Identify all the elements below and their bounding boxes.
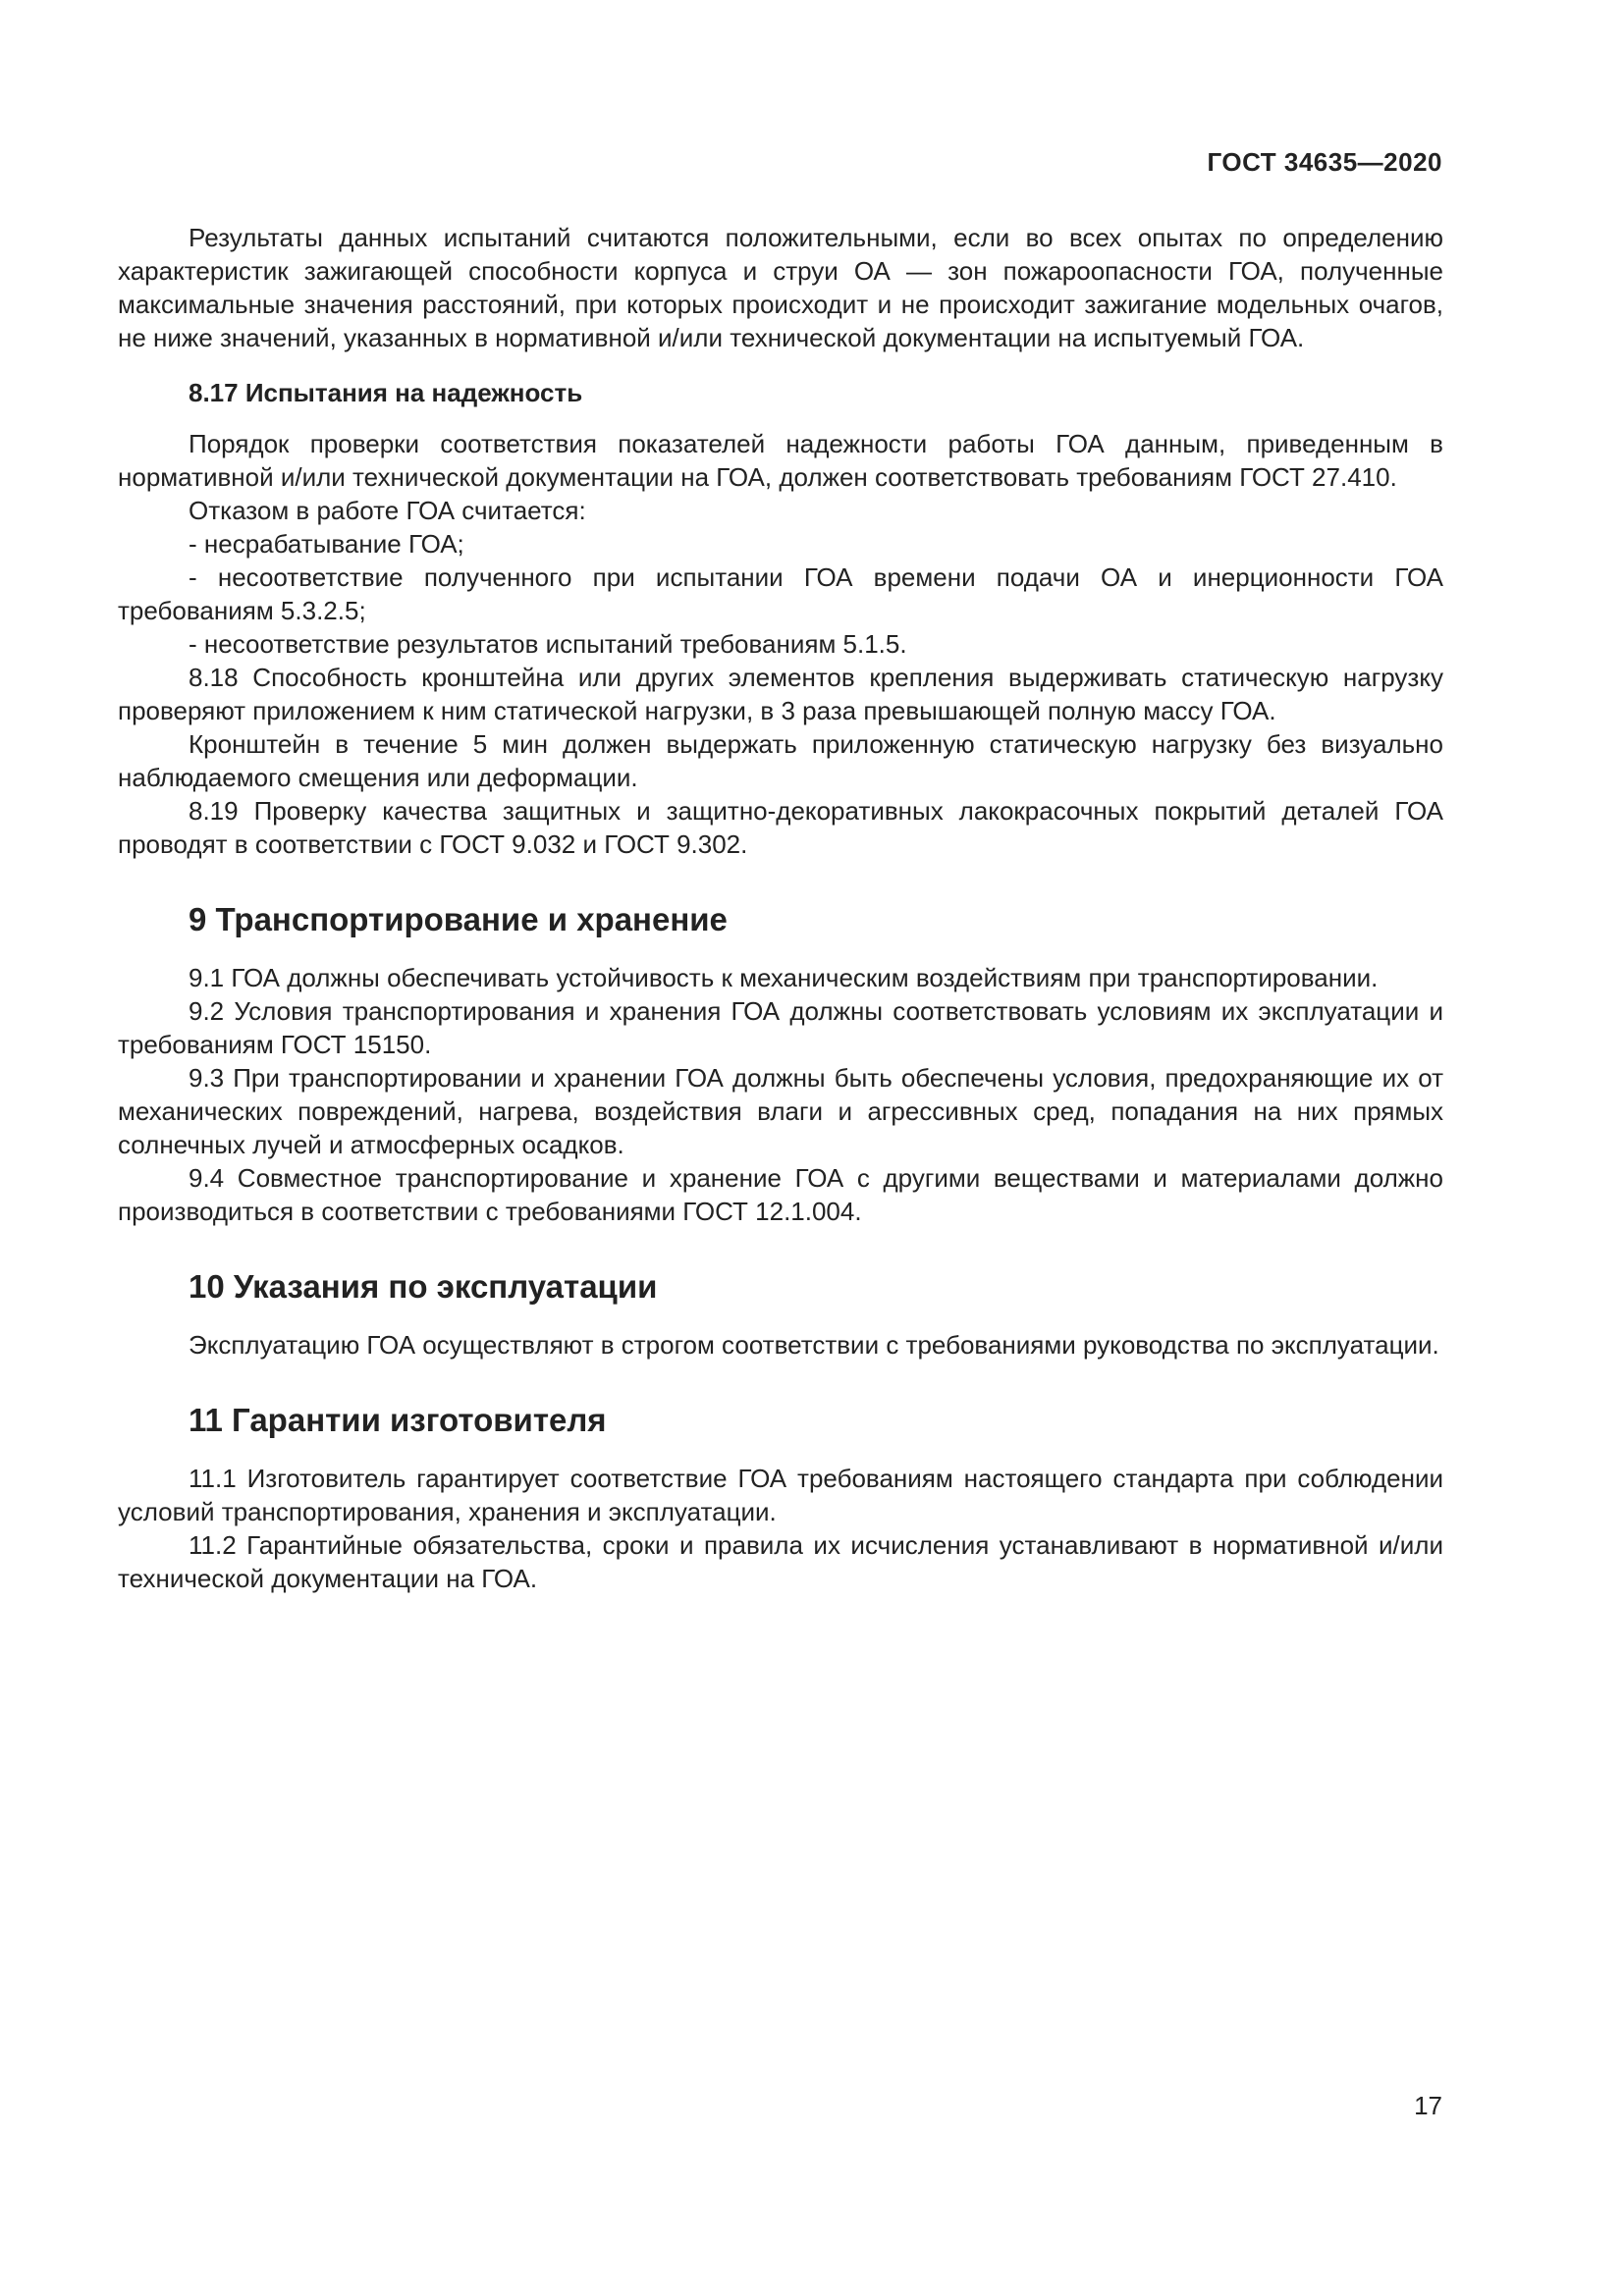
paragraph: Кронштейн в течение 5 мин должен выдержать приложенную статическую нагрузку без визуально наблюдаемого смещения или деформации. bbox=[118, 729, 1443, 792]
paragraph: 9.1 ГОА должны обеспечивать устойчивость к механическим воздействиям при транспортировании. bbox=[189, 963, 1379, 992]
standard-designation: ГОСТ 34635—2020 bbox=[1207, 147, 1442, 177]
paragraph: 8.18 Способность кронштейна или других элементов крепления выдерживать статическую нагрузку проверяют приложением к ним статической нагрузки, в 3 раза превышающей полную массу ГОА. bbox=[118, 663, 1443, 725]
list-item: - несрабатывание ГОА; bbox=[189, 529, 464, 559]
paragraph: 11.1 Изготовитель гарантирует соответствие ГОА требованиям настоящего стандарта при соблюдении условий транспортирования, хранения и эксплуатации. bbox=[118, 1464, 1443, 1526]
paragraph: Порядок проверки соответствия показателей надежности работы ГОА данным, приведенным в нормативной и/или технической документации на ГОА, должен соответствовать требованиям ГОСТ 27.410. bbox=[118, 429, 1443, 492]
paragraph: 9.4 Совместное транспортирование и хранение ГОА с другими веществами и материалами должно производиться в соответствии с требованиями ГОСТ 12.1.004. bbox=[118, 1163, 1443, 1226]
paragraph: Результаты данных испытаний считаются положительными, если во всех опытах по определению характеристик зажигающей способности корпуса и струи ОА — зон пожароопасности ГОА, полученные максимальные значения расстояний, при которых происходит и не происходит зажигание модельных очагов, не ниже значений, указанных в нормативной и/или технической документации на испытуемый ГОА. bbox=[118, 223, 1443, 352]
paragraph: Отказом в работе ГОА считается: bbox=[189, 496, 586, 525]
section-title-11: 11 Гарантии изготовителя bbox=[189, 1402, 607, 1438]
paragraph: 8.19 Проверку качества защитных и защитно-декоративных лакокрасочных покрытий деталей ГОА проводят в соответствии с ГОСТ 9.032 и ГОСТ 9.302. bbox=[118, 796, 1443, 859]
page-number: 17 bbox=[1414, 2091, 1442, 2120]
paragraph: 9.3 При транспортировании и хранении ГОА должны быть обеспечены условия, предохраняющие их от механических повреждений, нагрева, воздействия влаги и агрессивных сред, попадания на них прямых солнечных лучей и атмосферных осадков. bbox=[118, 1063, 1443, 1159]
paragraph: 11.2 Гарантийные обязательства, сроки и правила их исчисления устанавливают в нормативной и/или технической документации на ГОА. bbox=[118, 1530, 1443, 1593]
page-content bbox=[118, 221, 1443, 1595]
list-item: - несоответствие результатов испытаний требованиям 5.1.5. bbox=[189, 629, 907, 659]
section-title-9: 9 Транспортирование и хранение bbox=[189, 901, 728, 937]
subsection-title-8-17: 8.17 Испытания на надежность bbox=[189, 378, 583, 407]
list-item: - несоответствие полученного при испытании ГОА времени подачи ОА и инерционности ГОА требованиям 5.3.2.5; bbox=[118, 562, 1443, 625]
section-title-10: 10 Указания по эксплуатации bbox=[189, 1268, 658, 1305]
paragraph: Эксплуатацию ГОА осуществляют в строгом соответствии с требованиями руководства по эксплуатации. bbox=[189, 1330, 1439, 1360]
paragraph: 9.2 Условия транспортирования и хранения ГОА должны соответствовать условиям их эксплуатации и требованиям ГОСТ 15150. bbox=[118, 996, 1443, 1059]
